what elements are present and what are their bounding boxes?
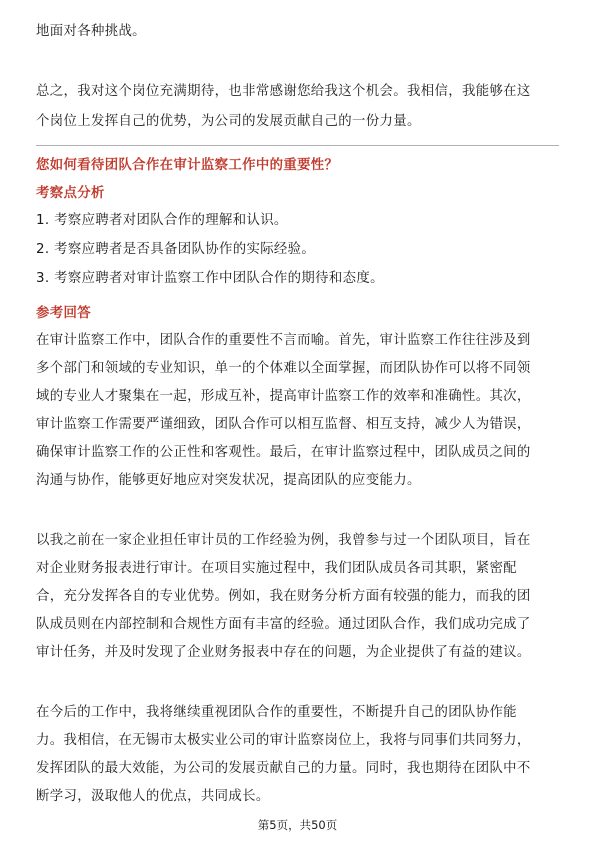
answer-paragraph-line: 沟通与协作，能够更好地应对突发状况，提高团队的应变能力。 bbox=[36, 473, 421, 488]
analysis-heading: 考察点分析 bbox=[36, 186, 105, 201]
answer-paragraph-line: 队成员则在内部控制和合规性方面有丰富的经验。通过团队合作，我们成功完成了 bbox=[36, 617, 531, 632]
answer-paragraph-line: 对企业财务报表进行审计。在项目实施过程中，我们团队成员各司其职，紧密配 bbox=[36, 561, 517, 576]
page-number: 第5页，共50页 bbox=[257, 818, 338, 832]
answer-paragraph-line: 多个部门和领域的专业知识，单一的个体难以全面掌握，而团队协作可以将不同领 bbox=[36, 361, 531, 376]
answer-paragraph-line: 在审计监察工作中，团队合作的重要性不言而喻。首先，审计监察工作往往涉及到 bbox=[36, 333, 531, 348]
answer-paragraph-line: 在今后的工作中，我将继续重视团队合作的重要性，不断提升自己的团队协作能 bbox=[36, 705, 517, 720]
answer-heading: 参考回答 bbox=[36, 306, 91, 321]
question-title: 您如何看待团队合作在审计监察工作中的重要性？ bbox=[36, 158, 339, 173]
answer-paragraph-line: 合，充分发挥各自的专业优势。例如，我在财务分析方面有较强的能力，而我的团 bbox=[36, 589, 531, 604]
answer-paragraph-line: 审计监察工作需要严谨细致，团队合作可以相互监督、相互支持，减少人为错误， bbox=[36, 417, 531, 432]
answer-paragraph-line: 以我之前在一家企业担任审计员的工作经验为例，我曾参与过一个团队项目，旨在 bbox=[36, 533, 531, 548]
answer-paragraph-line: 断学习，汲取他人的优点，共同成长。 bbox=[36, 789, 270, 804]
answer-paragraph-line: 力。我相信，在无锡市太极实业公司的审计监察岗位上，我将与同事们共同努力， bbox=[36, 733, 531, 748]
analysis-item: 1. 考察应聘者对团队合作的理解和认识。 bbox=[36, 213, 288, 228]
answer-paragraph-line: 发挥团队的最大效能，为公司的发展贡献自己的力量。同时，我也期待在团队中不 bbox=[36, 761, 531, 776]
closing-line: 总之，我对这个岗位充满期待，也非常感谢您给我这个机会。我相信，我能够在这 bbox=[36, 84, 531, 99]
intro-line: 地面对各种挑战。 bbox=[36, 24, 146, 39]
answer-paragraph-line: 审计任务，并及时发现了企业财务报表中存在的问题，为企业提供了有益的建议。 bbox=[36, 645, 531, 660]
section-divider bbox=[36, 145, 559, 146]
answer-paragraph-line: 域的专业人才聚集在一起，形成互补，提高审计监察工作的效率和准确性。其次， bbox=[36, 389, 531, 404]
closing-line: 个岗位上发挥自己的优势，为公司的发展贡献自己的一份力量。 bbox=[36, 114, 421, 129]
analysis-item: 3. 考察应聘者对审计监察工作中团队合作的期待和态度。 bbox=[36, 271, 384, 286]
analysis-item: 2. 考察应聘者是否具备团队协作的实际经验。 bbox=[36, 242, 316, 257]
answer-paragraph-line: 确保审计监察工作的公正性和客观性。最后，在审计监察过程中，团队成员之间的 bbox=[36, 445, 531, 460]
